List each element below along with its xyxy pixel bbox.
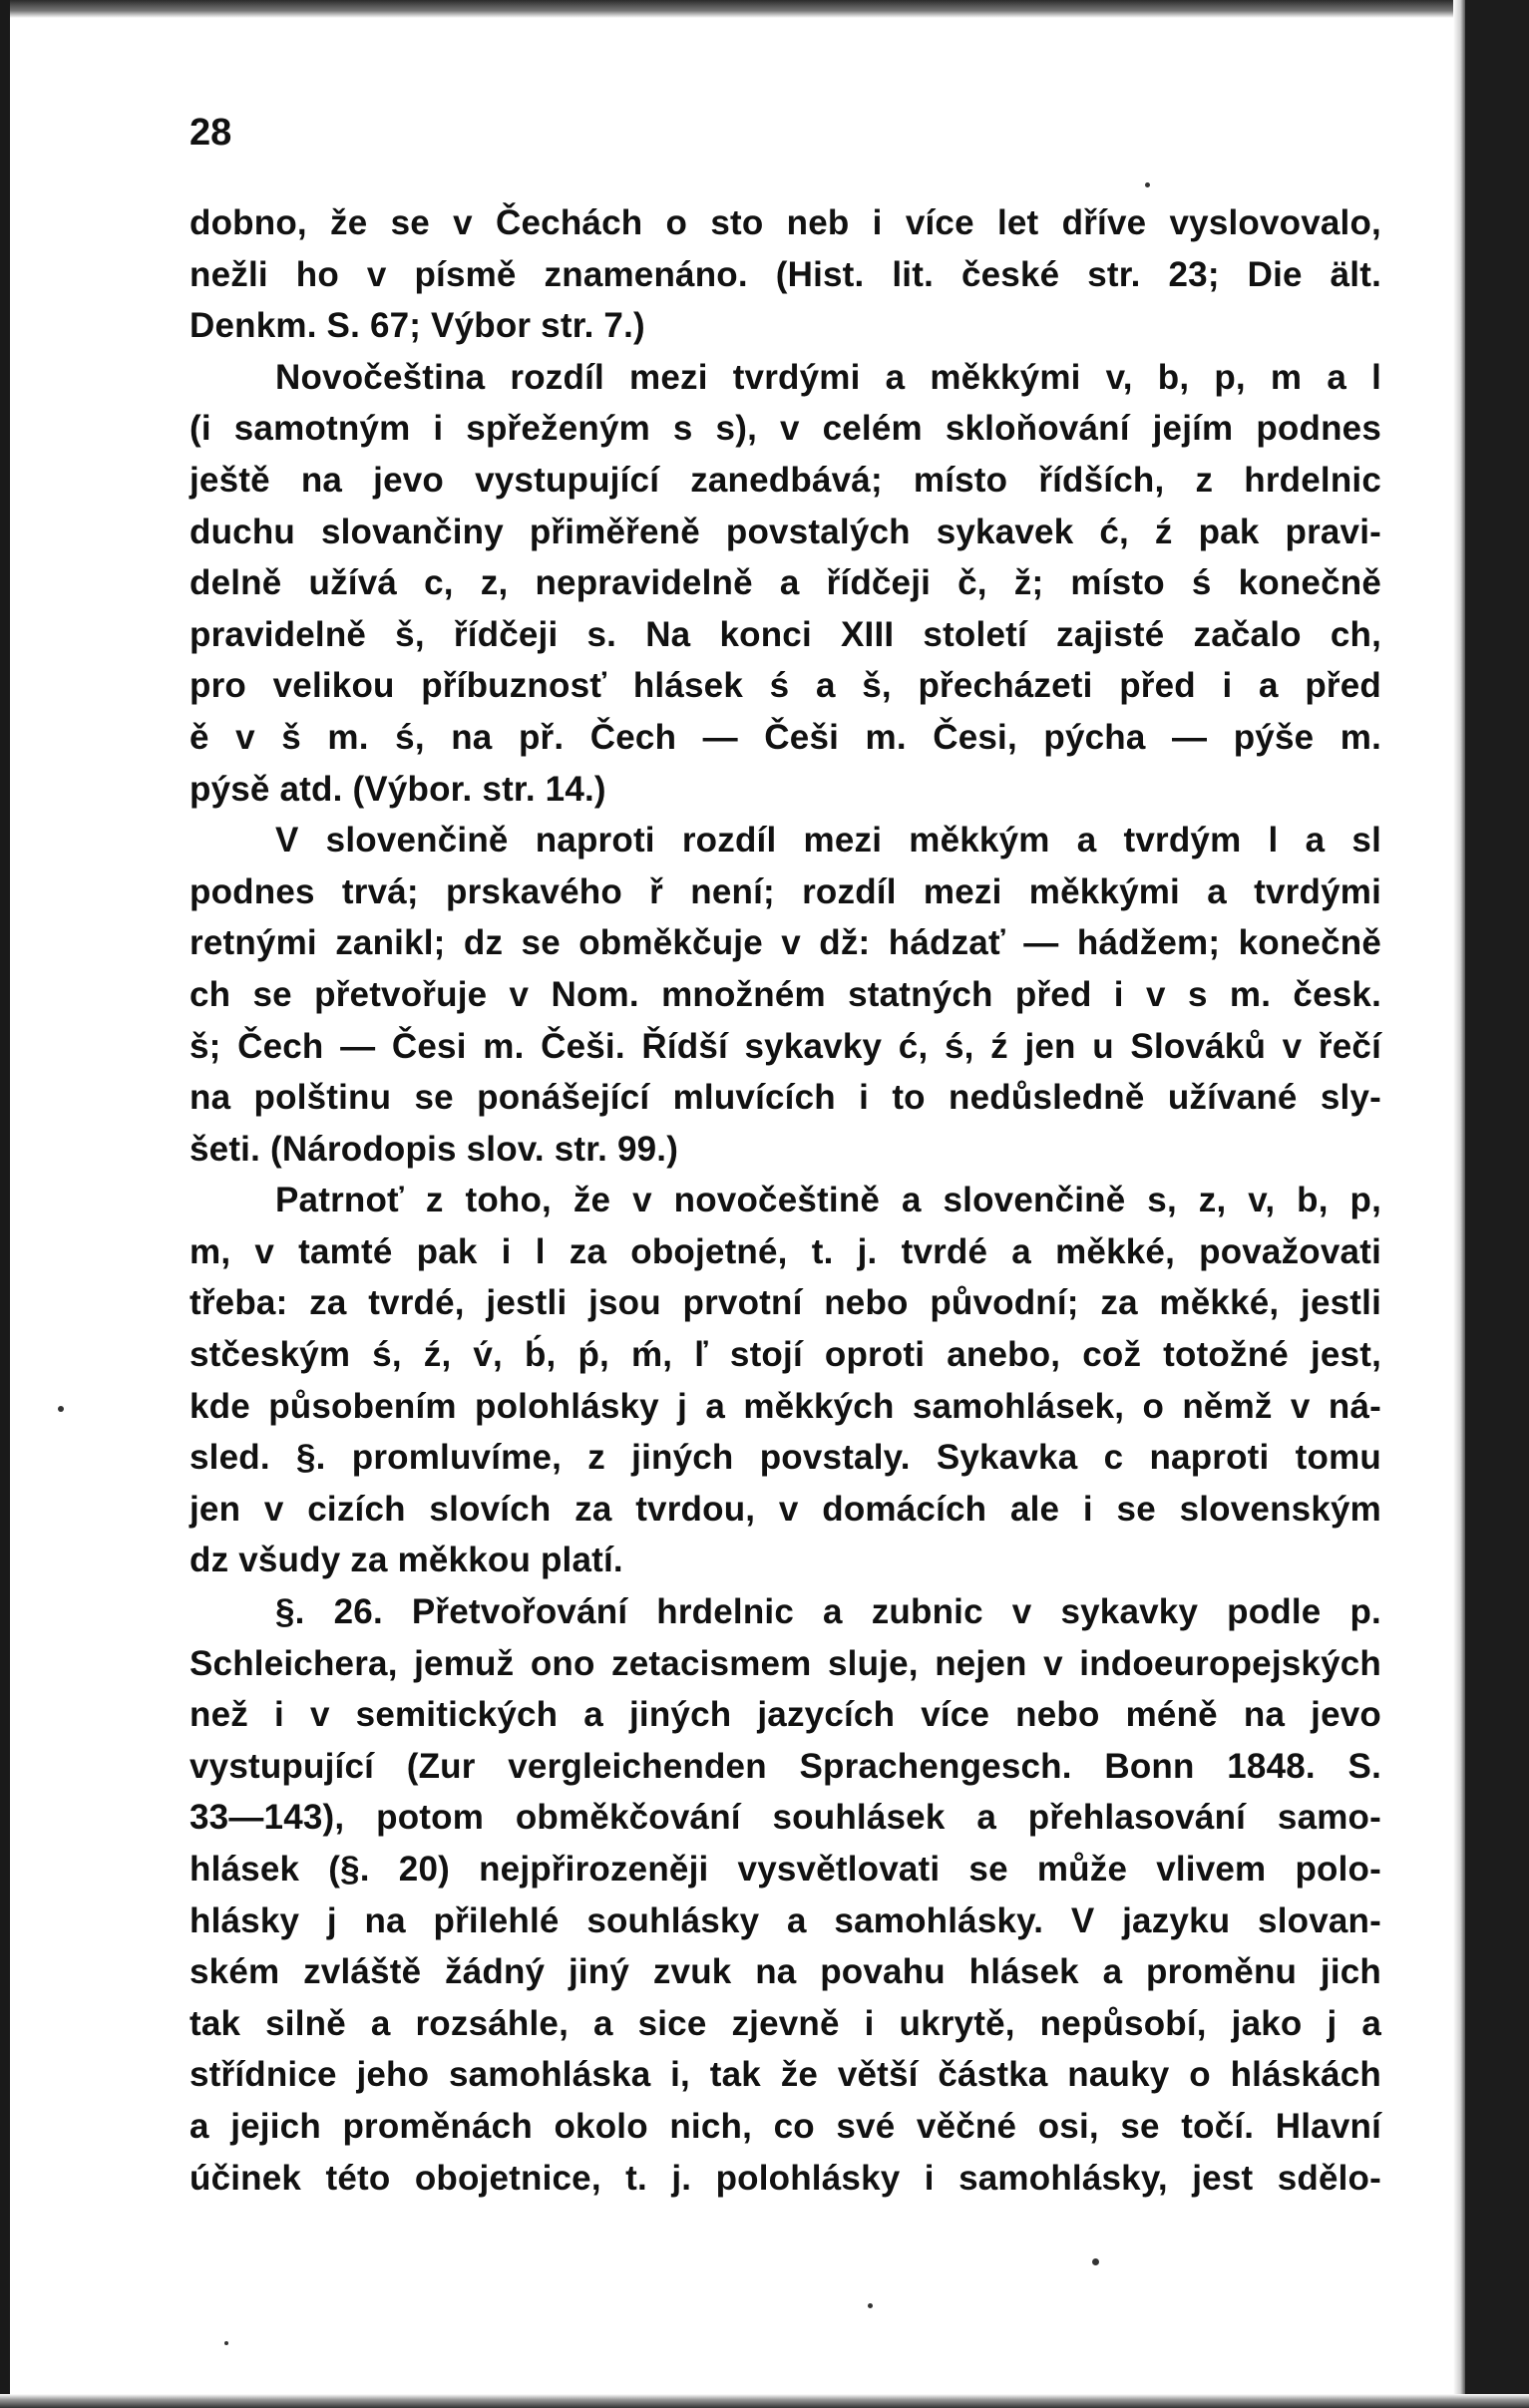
text-line: (i samotným i spřeženým s s), v celém skloňování jejím podnes xyxy=(190,409,1381,449)
text-line: podnes trvá; prskavého ř není; rozdíl mezi měkkými a tvrdými xyxy=(190,871,1381,911)
text-line: dobno, že se v Čechách o sto neb i více let dříve vyslovovalo, xyxy=(190,203,1381,242)
body-text xyxy=(190,197,1381,2204)
text-line: delně užívá c, z, nepravidelně a řídčeji č, ž; místo ś konečně xyxy=(190,563,1381,603)
text-line: na polštinu se ponášející mluvících i to nedůsledně užívané sly- xyxy=(190,1078,1381,1118)
text-line: pravidelně š, řídčeji s. Na konci XIII století zajisté začalo ch, xyxy=(190,614,1381,654)
text-line: nežli ho v písmě znamenáno. (Hist. lit. české str. 23; Die ält. xyxy=(190,254,1381,294)
text-line: V slovenčině naproti rozdíl mezi měkkým a tvrdým l a sl xyxy=(275,821,1381,860)
text-line: dz všudy za měkkou platí. xyxy=(190,1541,623,1580)
text-line: než i v semitických a jiných jazycích více nebo méně na jevo xyxy=(190,1695,1381,1735)
scan-border-right xyxy=(1465,0,1529,2408)
scan-border-top xyxy=(0,0,1529,18)
text-line: 33—143), potom obměkčování souhlásek a přehlasování samo- xyxy=(190,1798,1381,1838)
text-line: š; Čech — Česi m. Češi. Řídší sykavky ć, ś, ź jen u Slováků v řečí xyxy=(190,1026,1381,1066)
scan-speck xyxy=(224,2341,228,2345)
text-line: Novočeština rozdíl mezi tvrdými a měkkými v, b, p, m a l xyxy=(275,357,1381,397)
scan-speck xyxy=(58,1406,64,1412)
text-line: vystupující (Zur vergleichenden Sprachengesch. Bonn 1848. S. xyxy=(190,1746,1381,1786)
scan-speck xyxy=(1092,2258,1099,2265)
text-line: účinek této obojetnice, t. j. polohlásky i samohlásky, jest sdělo- xyxy=(190,2158,1381,2198)
text-line: třeba: za tvrdé, jestli jsou prvotní nebo původní; za měkké, jestli xyxy=(190,1283,1381,1323)
text-line: ch se přetvořuje v Nom. množném statných před i v s m. česk. xyxy=(190,974,1381,1014)
text-line: šeti. (Národopis slov. str. 99.) xyxy=(190,1129,679,1169)
text-line: ještě na jevo vystupující zanedbává; místo řídších, z hrdelnic xyxy=(190,460,1381,500)
page-number: 28 xyxy=(190,112,232,154)
scan-speck xyxy=(868,2303,873,2308)
text-line: pýsě atd. (Výbor. str. 14.) xyxy=(190,769,606,809)
text-line: Denkm. S. 67; Výbor str. 7.) xyxy=(190,306,645,346)
text-line: hlásky j na přilehlé souhlásky a samohlásky. V jazyku slovan- xyxy=(190,1900,1381,1940)
scan-speck xyxy=(1145,182,1150,187)
text-line: retnými zanikl; dz se obměkčuje v dž: hádzať — hádžem; konečně xyxy=(190,923,1381,963)
text-line: ě v š m. ś, na př. Čech — Češi m. Česi, pýcha — pýše m. xyxy=(190,717,1381,757)
text-line: stčeským ś, ź, v́, b́, ṕ, ḿ, ľ stojí oproti anebo, což totožné jest, xyxy=(190,1335,1381,1375)
text-line: kde působením polohlásky j a měkkých samohlásek, o němž v ná- xyxy=(190,1386,1381,1426)
text-line: m, v tamté pak i l za obojetné, t. j. tvrdé a měkké, považovati xyxy=(190,1231,1381,1271)
text-line: duchu slovančiny přiměřeně povstalých sykavek ć, ź pak pravi- xyxy=(190,512,1381,551)
scan-border-left xyxy=(0,0,10,2408)
text-line: a jejich proměnách okolo nich, co své věčné osi, se točí. Hlavní xyxy=(190,2106,1381,2146)
text-line: hlásek (§. 20) nejpřirozeněji vysvětlovati se může vlivem polo- xyxy=(190,1850,1381,1889)
text-line: tak silně a rozsáhle, a sice zjevně i ukrytě, nepůsobí, jako j a xyxy=(190,2003,1381,2043)
page-edge-shadow xyxy=(1453,0,1465,2408)
text-line: střídnice jeho samohláska i, tak že větší částka nauky o hláskách xyxy=(190,2055,1381,2095)
text-line: §. 26. Přetvořování hrdelnic a zubnic v sykavky podle p. xyxy=(275,1592,1381,1632)
text-line: pro velikou příbuznosť hlásek ś a š, přecházeti před i a před xyxy=(190,666,1381,706)
text-line: Schleichera, jemuž ono zetacismem sluje, nejen v indoeuropejských xyxy=(190,1643,1381,1683)
scan-border-bottom xyxy=(0,2394,1529,2408)
text-line: ském zvláště žádný jiný zvuk na povahu hlásek a proměnu jich xyxy=(190,1952,1381,1992)
text-line: sled. §. promluvíme, z jiných povstaly. Sykavka c naproti tomu xyxy=(190,1438,1381,1478)
text-line: Patrnoť z toho, že v novočeštině a slovenčině s, z, v, b, p, xyxy=(275,1181,1381,1220)
text-line: jen v cizích slovích za tvrdou, v domácích ale i se slovenským xyxy=(190,1489,1381,1529)
